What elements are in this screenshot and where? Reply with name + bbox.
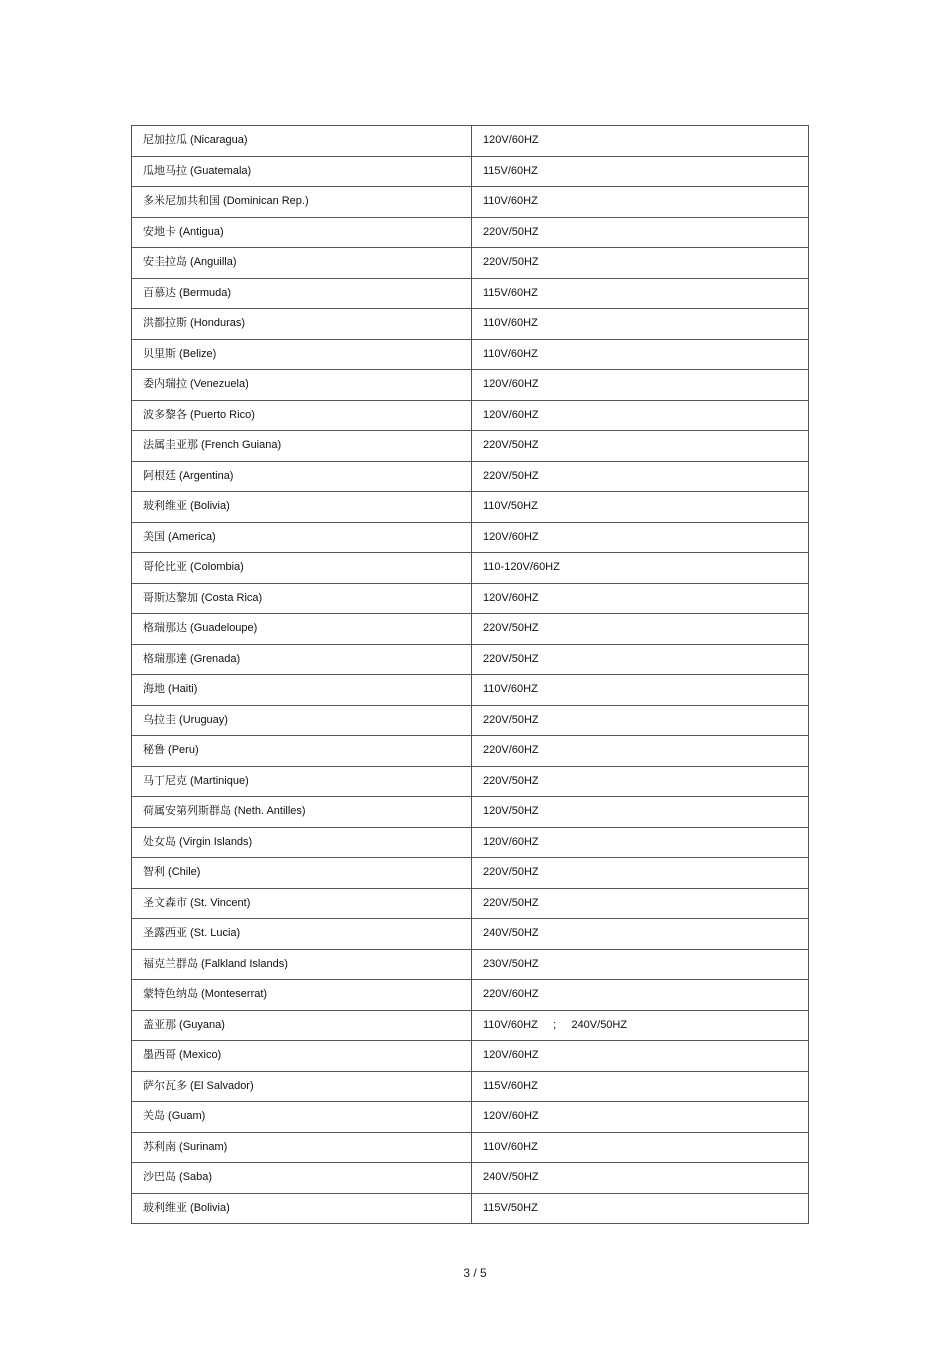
table-row [132,1132,809,1163]
country-cell: 安圭拉岛 (Anguilla) [132,248,472,279]
voltage-cell: 110V/50HZ [472,492,809,523]
table-row [132,827,809,858]
voltage-cell: 110V/60HZ [472,187,809,218]
country-cell: 安地卡 (Antigua) [132,217,472,248]
table-row [132,309,809,340]
table-row [132,858,809,889]
table-row [132,431,809,462]
table-row [132,156,809,187]
country-cell: 波多黎各 (Puerto Rico) [132,400,472,431]
country-cell: 盖亚那 (Guyana) [132,1010,472,1041]
table-row [132,614,809,645]
table-row [132,553,809,584]
country-cell: 智利 (Chile) [132,858,472,889]
table-row [132,217,809,248]
country-cell: 洪都拉斯 (Honduras) [132,309,472,340]
table-row [132,797,809,828]
table-row [132,1102,809,1133]
voltage-cell: 120V/60HZ [472,126,809,157]
voltage-cell: 220V/60HZ [472,736,809,767]
table-row [132,248,809,279]
voltage-cell: 120V/50HZ [472,797,809,828]
country-cell: 萨尔瓦多 (El Salvador) [132,1071,472,1102]
voltage-cell: 110V/60HZ [472,339,809,370]
country-cell: 马丁尼克 (Martinique) [132,766,472,797]
table-body [132,126,809,1224]
table-row [132,492,809,523]
country-cell: 格瑞那達 (Grenada) [132,644,472,675]
table-row [132,1010,809,1041]
country-cell: 沙巴岛 (Saba) [132,1163,472,1194]
voltage-cell: 110V/60HZ [472,1132,809,1163]
table-row [132,370,809,401]
voltage-cell: 220V/50HZ [472,705,809,736]
voltage-cell: 220V/60HZ [472,980,809,1011]
voltage-cell: 120V/60HZ [472,583,809,614]
voltage-cell: 230V/50HZ [472,949,809,980]
table-row [132,522,809,553]
table-row [132,1071,809,1102]
table-row [132,461,809,492]
country-cell: 苏利南 (Surinam) [132,1132,472,1163]
table-row [132,1193,809,1224]
table-row [132,339,809,370]
table-row [132,583,809,614]
country-cell: 格瑞那达 (Guadeloupe) [132,614,472,645]
voltage-cell: 240V/50HZ [472,1163,809,1194]
voltage-cell: 220V/50HZ [472,766,809,797]
table-row [132,126,809,157]
country-cell: 乌拉圭 (Uruguay) [132,705,472,736]
voltage-cell: 120V/60HZ [472,400,809,431]
country-cell: 关岛 (Guam) [132,1102,472,1133]
table-row [132,736,809,767]
country-cell: 法属圭亚那 (French Guiana) [132,431,472,462]
voltage-cell: 220V/50HZ [472,461,809,492]
voltage-cell: 220V/50HZ [472,217,809,248]
voltage-cell: 220V/50HZ [472,248,809,279]
country-cell: 墨西哥 (Mexico) [132,1041,472,1072]
country-cell: 百慕达 (Bermuda) [132,278,472,309]
country-cell: 阿根廷 (Argentina) [132,461,472,492]
country-cell: 海地 (Haiti) [132,675,472,706]
page-number: 3 / 5 [463,1266,487,1280]
country-cell: 玻利维亚 (Bolivia) [132,1193,472,1224]
table-row [132,949,809,980]
country-cell: 秘鲁 (Peru) [132,736,472,767]
table-row [132,675,809,706]
country-cell: 贝里斯 (Belize) [132,339,472,370]
voltage-cell: 120V/60HZ [472,522,809,553]
table-row [132,278,809,309]
voltage-cell: 220V/50HZ [472,888,809,919]
voltage-cell: 110V/60HZ [472,675,809,706]
table-row [132,888,809,919]
voltage-cell: 220V/50HZ [472,614,809,645]
voltage-cell: 240V/50HZ [472,919,809,950]
table-row [132,705,809,736]
country-cell: 圣文森市 (St. Vincent) [132,888,472,919]
table-row [132,400,809,431]
table-row [132,919,809,950]
voltage-cell: 110V/60HZ [472,309,809,340]
voltage-cell: 110V/60HZ ; 240V/50HZ [472,1010,809,1041]
country-cell: 哥伦比亚 (Colombia) [132,553,472,584]
voltage-cell: 120V/60HZ [472,1102,809,1133]
table-row [132,644,809,675]
country-cell: 委内瑞拉 (Venezuela) [132,370,472,401]
voltage-cell: 220V/50HZ [472,858,809,889]
table-row [132,1041,809,1072]
voltage-cell: 120V/60HZ [472,1041,809,1072]
country-cell: 哥斯达黎加 (Costa Rica) [132,583,472,614]
voltage-cell: 220V/50HZ [472,644,809,675]
table-row [132,980,809,1011]
voltage-table [131,125,809,1224]
country-cell: 玻利维亚 (Bolivia) [132,492,472,523]
voltage-cell: 115V/60HZ [472,156,809,187]
country-cell: 瓜地马拉 (Guatemala) [132,156,472,187]
voltage-cell: 120V/60HZ [472,370,809,401]
country-cell: 福克兰群岛 (Falkland Islands) [132,949,472,980]
voltage-cell: 120V/60HZ [472,827,809,858]
table-row [132,1163,809,1194]
voltage-cell: 220V/50HZ [472,431,809,462]
country-cell: 多米尼加共和国 (Dominican Rep.) [132,187,472,218]
country-cell: 荷属安第列斯群岛 (Neth. Antilles) [132,797,472,828]
country-cell: 圣露西亚 (St. Lucia) [132,919,472,950]
country-cell: 处女岛 (Virgin Islands) [132,827,472,858]
table-row [132,766,809,797]
country-cell: 尼加拉瓜 (Nicaragua) [132,126,472,157]
voltage-cell: 110-120V/60HZ [472,553,809,584]
country-cell: 美国 (America) [132,522,472,553]
voltage-cell: 115V/60HZ [472,1071,809,1102]
voltage-cell: 115V/50HZ [472,1193,809,1224]
voltage-cell: 115V/60HZ [472,278,809,309]
table-row [132,187,809,218]
country-cell: 蒙特色纳岛 (Monteserrat) [132,980,472,1011]
